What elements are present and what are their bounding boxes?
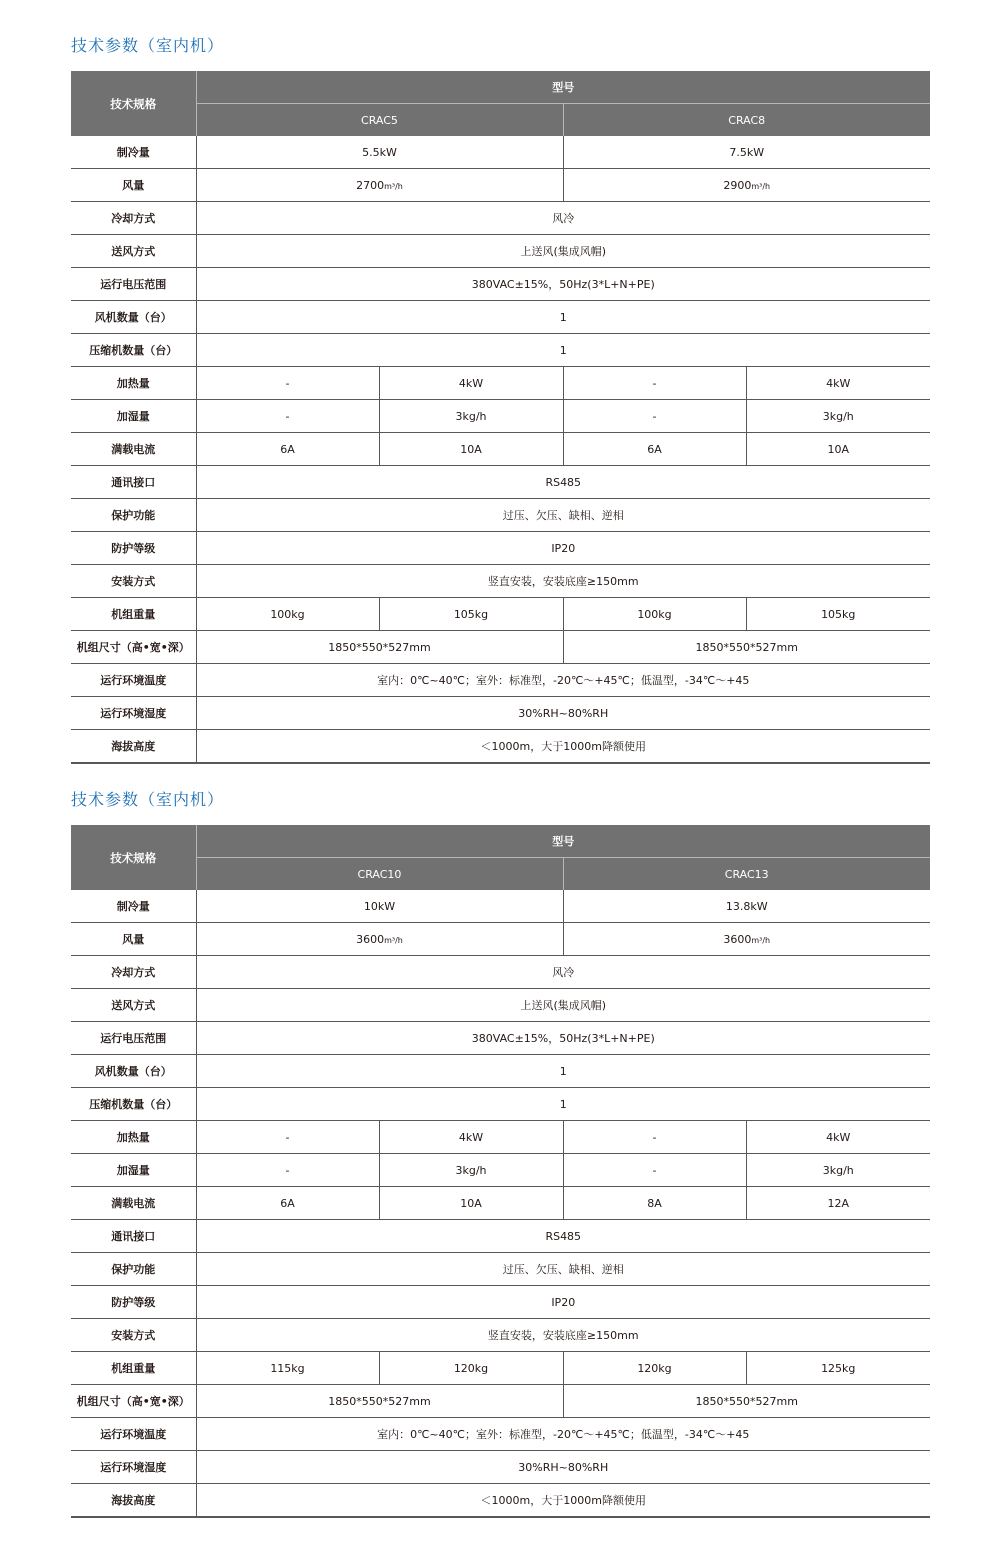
- row-label: 机组尺寸（高•宽•深）: [71, 631, 196, 664]
- cell-unit: m³/h: [751, 935, 771, 945]
- table-row: [71, 956, 930, 989]
- row-label: 机组尺寸（高•宽•深）: [71, 1385, 196, 1418]
- row-label: 防护等级: [71, 1286, 196, 1319]
- table-cell: [196, 923, 563, 956]
- cell-value: 1850*550*527mm: [328, 640, 431, 654]
- table-row: [71, 1154, 930, 1187]
- cell-value: 30%RH~80%RH: [518, 706, 609, 720]
- cell-unit: m³/h: [384, 181, 403, 191]
- table-cell: [196, 532, 930, 565]
- table-row: [71, 1352, 930, 1385]
- cell-value: -: [652, 1163, 657, 1177]
- table-cell: [379, 598, 563, 631]
- cell-unit: m³/h: [751, 181, 771, 191]
- row-label: 冷却方式: [71, 202, 196, 235]
- table-cell: [196, 664, 930, 697]
- table-cell: [196, 890, 563, 923]
- table-cell: [196, 1385, 563, 1418]
- row-label: 风机数量（台）: [71, 301, 196, 334]
- cell-value: 6A: [280, 1196, 295, 1210]
- cell-value: 1850*550*527mm: [695, 1394, 798, 1408]
- cell-value: 室内：0℃~40℃；室外：标准型，-20℃～+45℃；低温型，-34℃～+45: [377, 1428, 750, 1441]
- cell-value: 上送风(集成风帽): [520, 999, 607, 1012]
- cell-value: -: [652, 376, 657, 390]
- table-row: [71, 235, 930, 268]
- table-cell: [196, 334, 930, 367]
- table-cell: [196, 956, 930, 989]
- table-row: [71, 1022, 930, 1055]
- row-label: 防护等级: [71, 532, 196, 565]
- row-label: 通讯接口: [71, 466, 196, 499]
- table-cell: [196, 1055, 930, 1088]
- row-label: 安装方式: [71, 565, 196, 598]
- table-cell: [196, 301, 930, 334]
- table-cell: [196, 1022, 930, 1055]
- table-row: [71, 697, 930, 730]
- table-row: [71, 1088, 930, 1121]
- cell-value: 105kg: [453, 607, 489, 621]
- model-header: 型号: [196, 71, 930, 104]
- cell-value: ＜1000m，大于1000m降额使用: [480, 1494, 646, 1507]
- cell-value: 2700: [356, 178, 385, 192]
- cell-value: 12A: [827, 1196, 850, 1210]
- cell-value: 6A: [280, 442, 295, 456]
- table-row: [71, 598, 930, 631]
- cell-value: 1: [559, 1097, 567, 1111]
- table-cell: [196, 1418, 930, 1451]
- table-row: [71, 890, 930, 923]
- table-cell: [196, 268, 930, 301]
- table-row: [71, 202, 930, 235]
- table-cell: [196, 235, 930, 268]
- row-label: 风量: [71, 923, 196, 956]
- table-cell: [196, 730, 930, 764]
- cell-value: 过压、欠压、缺相、逆相: [502, 1263, 624, 1276]
- table-row: [71, 631, 930, 664]
- cell-value: 380VAC±15%，50Hz(3*L+N+PE): [471, 1032, 655, 1045]
- table-cell: [196, 466, 930, 499]
- cell-value: 125kg: [821, 1361, 856, 1375]
- table-row: [71, 664, 930, 697]
- cell-value: 100kg: [637, 607, 672, 621]
- table-row: [71, 1253, 930, 1286]
- cell-value: 100kg: [270, 607, 305, 621]
- cell-value: 7.5kW: [729, 145, 765, 159]
- row-label: 保护功能: [71, 1253, 196, 1286]
- table-cell: [196, 1352, 379, 1385]
- table-row: [71, 367, 930, 400]
- row-label: 加湿量: [71, 1154, 196, 1187]
- cell-value: 105kg: [821, 607, 856, 621]
- cell-unit: m³/h: [384, 935, 403, 945]
- cell-value: 3kg/h: [822, 409, 854, 423]
- table-cell: [196, 1286, 930, 1319]
- cell-value: 120kg: [637, 1361, 672, 1375]
- table-cell: [196, 565, 930, 598]
- section-title: 技术参数（室内机）: [71, 790, 225, 809]
- table-row: [71, 433, 930, 466]
- table-cell: [563, 169, 930, 202]
- table-row: [71, 1286, 930, 1319]
- cell-value: 过压、欠压、缺相、逆相: [502, 509, 624, 522]
- row-label: 加热量: [71, 1121, 196, 1154]
- table-cell: [196, 631, 563, 664]
- cell-value: 1: [559, 310, 567, 324]
- cell-value: 3kg/h: [822, 1163, 854, 1177]
- table-cell: [563, 136, 930, 169]
- row-label: 冷却方式: [71, 956, 196, 989]
- model-name: CRAC8: [563, 104, 930, 137]
- row-label: 压缩机数量（台）: [71, 1088, 196, 1121]
- cell-value: 120kg: [453, 1361, 489, 1375]
- row-label: 加湿量: [71, 400, 196, 433]
- table-row: [71, 1121, 930, 1154]
- table-row: [71, 730, 930, 764]
- row-label: 风机数量（台）: [71, 1055, 196, 1088]
- table-cell: [563, 890, 930, 923]
- spec-header: 技术规格: [71, 825, 196, 890]
- row-label: 运行环境湿度: [71, 1451, 196, 1484]
- table-cell: [563, 1352, 746, 1385]
- table-cell: [746, 400, 930, 433]
- table-cell: [746, 598, 930, 631]
- table-cell: [563, 631, 930, 664]
- table-cell: [379, 400, 563, 433]
- row-label: 保护功能: [71, 499, 196, 532]
- table-cell: [196, 1121, 379, 1154]
- cell-value: 3kg/h: [455, 409, 487, 423]
- table-row: [71, 301, 930, 334]
- cell-value: 380VAC±15%，50Hz(3*L+N+PE): [471, 278, 655, 291]
- cell-value: 5.5kW: [362, 145, 397, 159]
- table-row: [71, 1055, 930, 1088]
- table-cell: [196, 598, 379, 631]
- table-cell: [746, 1154, 930, 1187]
- cell-value: -: [652, 409, 657, 423]
- cell-value: 4kW: [458, 376, 484, 390]
- table-cell: [196, 1451, 930, 1484]
- model-names-row: [71, 858, 930, 891]
- cell-value: 115kg: [270, 1361, 305, 1375]
- spec-table: [71, 71, 930, 764]
- table-cell: [563, 400, 746, 433]
- cell-value: 3600: [723, 932, 752, 946]
- table-cell: [196, 1253, 930, 1286]
- table-row: [71, 1319, 930, 1352]
- cell-value: 4kW: [826, 376, 851, 390]
- cell-value: 30%RH~80%RH: [518, 1460, 609, 1474]
- cell-value: -: [285, 1130, 290, 1144]
- table-cell: [196, 1220, 930, 1253]
- table-cell: [563, 923, 930, 956]
- spec-section-1: [71, 33, 930, 764]
- cell-value: 风冷: [552, 966, 575, 979]
- cell-value: IP20: [551, 1295, 576, 1309]
- model-name: CRAC5: [196, 104, 563, 137]
- cell-value: 4kW: [826, 1130, 851, 1144]
- row-label: 运行环境湿度: [71, 697, 196, 730]
- cell-value: 10A: [460, 1196, 482, 1210]
- table-cell: [563, 1154, 746, 1187]
- table-cell: [563, 1121, 746, 1154]
- row-label: 制冷量: [71, 890, 196, 923]
- table-cell: [563, 1187, 746, 1220]
- row-label: 运行环境温度: [71, 664, 196, 697]
- cell-value: ＜1000m，大于1000m降额使用: [480, 740, 646, 753]
- cell-value: 13.8kW: [725, 899, 768, 913]
- row-label: 送风方式: [71, 989, 196, 1022]
- table-cell: [379, 367, 563, 400]
- row-label: 运行环境温度: [71, 1418, 196, 1451]
- table-row: [71, 400, 930, 433]
- table-cell: [563, 367, 746, 400]
- table-row: [71, 989, 930, 1022]
- cell-value: 1850*550*527mm: [695, 640, 798, 654]
- table-cell: [379, 1154, 563, 1187]
- table-cell: [746, 367, 930, 400]
- table-cell: [196, 989, 930, 1022]
- cell-value: 3600: [356, 932, 385, 946]
- table-cell: [379, 1187, 563, 1220]
- table-row: [71, 499, 930, 532]
- cell-value: 10A: [827, 442, 850, 456]
- model-header: 型号: [196, 825, 930, 858]
- table-cell: [196, 400, 379, 433]
- table-cell: [746, 433, 930, 466]
- table-row: [71, 268, 930, 301]
- cell-value: 1850*550*527mm: [328, 1394, 431, 1408]
- table-row: [71, 1418, 930, 1451]
- cell-value: 室内：0℃~40℃；室外：标准型，-20℃～+45℃；低温型，-34℃～+45: [377, 674, 750, 687]
- cell-value: 1: [559, 343, 567, 357]
- spec-section-2: [71, 787, 930, 1518]
- table-cell: [563, 1385, 930, 1418]
- cell-value: 2900: [723, 178, 752, 192]
- table-row: [71, 169, 930, 202]
- table-row: [71, 565, 930, 598]
- table-cell: [746, 1121, 930, 1154]
- cell-value: -: [652, 1130, 657, 1144]
- table-cell: [746, 1187, 930, 1220]
- row-label: 满载电流: [71, 433, 196, 466]
- cell-value: RS485: [545, 475, 582, 489]
- table-cell: [196, 1154, 379, 1187]
- model-name: CRAC10: [196, 858, 563, 891]
- cell-value: 风冷: [552, 212, 575, 225]
- table-row: [71, 1385, 930, 1418]
- cell-value: 10kW: [363, 899, 396, 913]
- table-row: [71, 334, 930, 367]
- table-cell: [196, 169, 563, 202]
- table-cell: [196, 499, 930, 532]
- cell-value: -: [285, 1163, 290, 1177]
- table-cell: [196, 367, 379, 400]
- model-names-row: [71, 104, 930, 137]
- table-cell: [196, 1088, 930, 1121]
- table-row: [71, 1451, 930, 1484]
- table-row: [71, 923, 930, 956]
- table-row: [71, 532, 930, 565]
- row-label: 通讯接口: [71, 1220, 196, 1253]
- cell-value: 3kg/h: [455, 1163, 487, 1177]
- table-cell: [563, 598, 746, 631]
- table-cell: [746, 1352, 930, 1385]
- cell-value: 4kW: [458, 1130, 484, 1144]
- table-cell: [196, 697, 930, 730]
- table-row: [71, 1220, 930, 1253]
- cell-value: 1: [559, 1064, 567, 1078]
- cell-value: 竖直安装，安装底座≥150mm: [487, 575, 639, 588]
- cell-value: -: [285, 376, 290, 390]
- table-row: [71, 466, 930, 499]
- table-row: [71, 1484, 930, 1518]
- spec-header: 技术规格: [71, 71, 196, 136]
- spec-table: [71, 825, 930, 1518]
- cell-value: -: [285, 409, 290, 423]
- cell-value: IP20: [551, 541, 576, 555]
- table-cell: [379, 1352, 563, 1385]
- row-label: 运行电压范围: [71, 1022, 196, 1055]
- table-cell: [196, 1187, 379, 1220]
- table-cell: [196, 433, 379, 466]
- table-cell: [379, 1121, 563, 1154]
- row-label: 海拔高度: [71, 1484, 196, 1518]
- model-name: CRAC13: [563, 858, 930, 891]
- row-label: 机组重量: [71, 1352, 196, 1385]
- cell-value: 竖直安装，安装底座≥150mm: [487, 1329, 639, 1342]
- table-cell: [196, 1484, 930, 1518]
- header-row: [71, 825, 930, 858]
- row-label: 安装方式: [71, 1319, 196, 1352]
- table-cell: [379, 433, 563, 466]
- row-label: 风量: [71, 169, 196, 202]
- cell-value: 10A: [460, 442, 482, 456]
- row-label: 送风方式: [71, 235, 196, 268]
- row-label: 运行电压范围: [71, 268, 196, 301]
- row-label: 机组重量: [71, 598, 196, 631]
- table-cell: [196, 1319, 930, 1352]
- cell-value: RS485: [545, 1229, 582, 1243]
- header-row: [71, 71, 930, 104]
- table-cell: [563, 433, 746, 466]
- table-cell: [196, 202, 930, 235]
- cell-value: 8A: [647, 1196, 662, 1210]
- cell-value: 上送风(集成风帽): [520, 245, 607, 258]
- row-label: 制冷量: [71, 136, 196, 169]
- section-title: 技术参数（室内机）: [71, 36, 225, 55]
- table-row: [71, 136, 930, 169]
- table-row: [71, 1187, 930, 1220]
- row-label: 压缩机数量（台）: [71, 334, 196, 367]
- table-cell: [196, 136, 563, 169]
- row-label: 满载电流: [71, 1187, 196, 1220]
- row-label: 海拔高度: [71, 730, 196, 764]
- row-label: 加热量: [71, 367, 196, 400]
- cell-value: 6A: [647, 442, 662, 456]
